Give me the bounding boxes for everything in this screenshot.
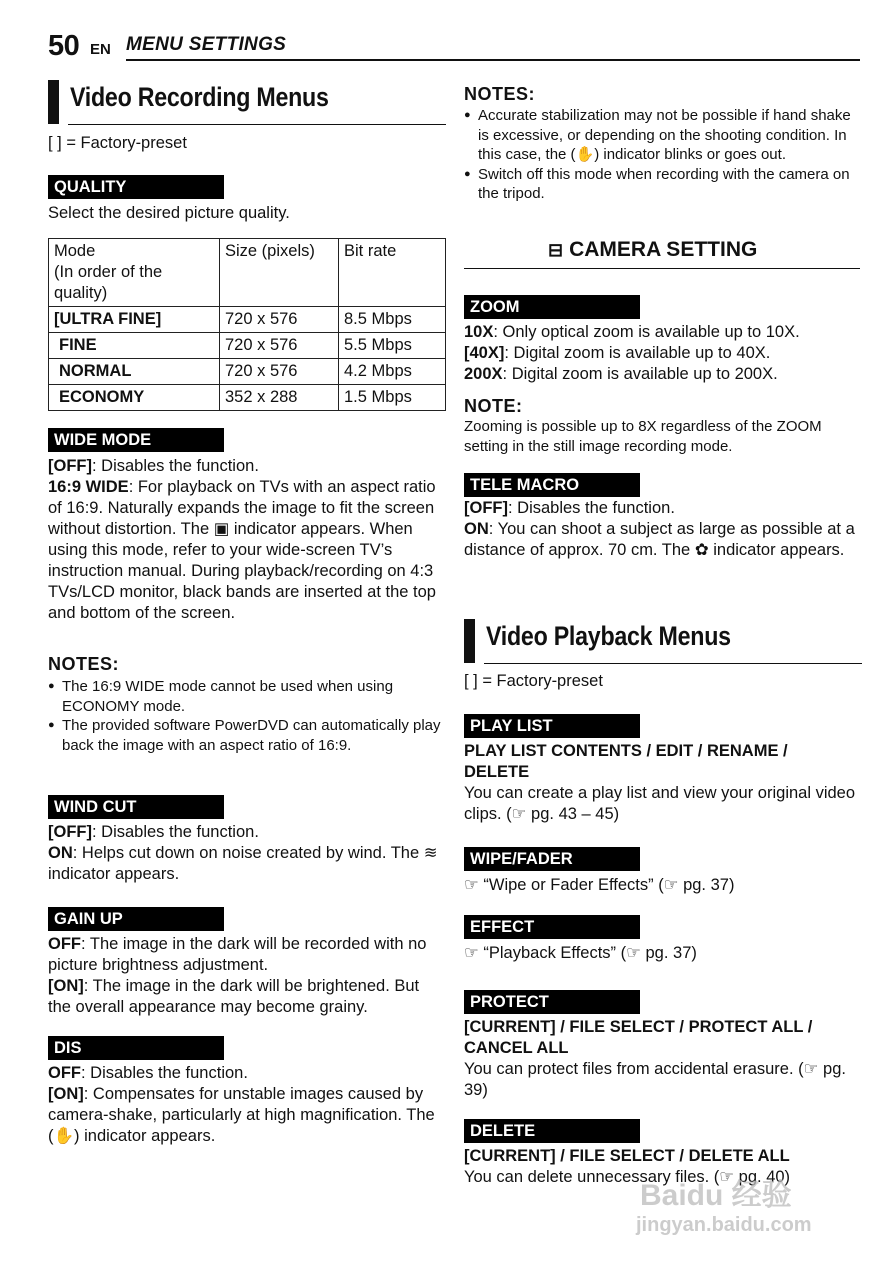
zoom-label: ZOOM [464,295,640,319]
col-mode: Mode (In order of the quality) [49,239,220,307]
mode-cell: ECONOMY [49,385,220,411]
table-row [49,359,446,385]
heading-bar [48,80,59,124]
wide-notes-list [48,677,446,755]
wide-mode-text [48,456,446,624]
page-number: 50 [48,30,80,62]
mode-cell: [ULTRA FINE] [49,307,220,333]
quality-table [48,238,446,411]
delete-sub: [CURRENT] / FILE SELECT / DELETE ALL [464,1147,790,1165]
dis-notes-list [464,106,860,204]
language-code: EN [90,41,111,58]
table-row [49,333,446,359]
zoom-key: 200X [464,365,503,383]
list-item: ● The provided software PowerDVD can automatically play back the image with an aspect ratio of 16:9. [48,716,446,755]
wide-169-text: : For playback on TVs with an aspect ratio of 16:9. Naturally expands the image to fit the screen without distortion. The ▣ indicator appears. When using this mode, refer to your wide-screen TV’s instruction manual. During playback/recording on 4:3 TVs/LCD monitor, black bands are inserted at the top and bottom of the screen. [48,478,436,622]
mode-cell: FINE [49,333,220,359]
wind-cut-label: WIND CUT [48,795,224,819]
wind-on-key: ON [48,844,73,862]
play-list-sub: PLAY LIST CONTENTS / EDIT / RENAME / DELETE [464,742,788,781]
gain-off-text: : The image in the dark will be recorded with no picture brightness adjustment. [48,935,427,974]
wind-on-text: : Helps cut down on noise created by wind. The ≋ indicator appears. [48,844,438,883]
gain-up-label: GAIN UP [48,907,224,931]
gain-on-key: [ON] [48,977,84,995]
protect-sub: [CURRENT] / FILE SELECT / PROTECT ALL / CANCEL ALL [464,1018,813,1057]
header-rule [126,59,860,61]
section-title: MENU SETTINGS [126,34,287,55]
wide-mode-label: WIDE MODE [48,428,224,452]
dis-off-key: OFF [48,1064,81,1082]
wide-off-text: : Disables the function. [91,457,259,475]
list-item: ● The 16:9 WIDE mode cannot be used when using ECONOMY mode. [48,677,446,716]
delete-text: You can delete unnecessary files. (☞ pg. 40) [464,1168,791,1186]
dis-on-text: : Compensates for unstable images caused by camera-shake, particularly at high magnification. The (✋) indicator appears. [48,1085,435,1145]
rate-cell: 5.5 Mbps [339,333,446,359]
size-cell: 720 x 576 [220,307,339,333]
rate-cell: 4.2 Mbps [339,359,446,385]
dis-on-key: [ON] [48,1085,84,1103]
heading-bar [464,619,475,663]
dis-label: DIS [48,1036,224,1060]
col-rate: Bit rate [339,239,446,307]
quality-label: QUALITY [48,175,224,199]
playback-factory-note: [ ] = Factory-preset [464,672,603,690]
list-item: ● Accurate stabilization may not be possible if hand shake is excessive, or depending on the shooting condition. In this case, the (✋) indicator blinks or goes out. [464,106,860,165]
wide-notes-heading: NOTES: [48,654,120,674]
quality-desc: Select the desired picture quality. [48,204,290,222]
protect-label: PROTECT [464,990,640,1014]
size-cell: 720 x 576 [220,333,339,359]
play-list-text: You can create a play list and view your original video clips. (☞ pg. 43 – 45) [464,784,856,823]
zoom-note-text: Zooming is possible up to 8X regardless of the ZOOM setting in the still image recording mode. [464,418,822,455]
watermark-brand: Baidu 经验 [640,1179,792,1212]
watermark-url: jingyan.baidu.com [636,1214,812,1236]
tele-off-key: [OFF] [464,499,508,517]
tele-macro-text [464,498,860,561]
table-header-row [49,239,446,307]
camera-icon: ⊟ [548,240,564,260]
heading-text: Video Playback Menus [486,621,731,651]
table-row [49,385,446,411]
zoom-key: 10X [464,323,494,341]
zoom-note-heading: NOTE: [464,396,523,416]
protect-text: You can protect files from accidental erasure. (☞ pg. 39) [464,1060,846,1099]
table-row [49,307,446,333]
gain-on-text: : The image in the dark will be brightened. But the overall appearance may become grainy. [48,977,420,1016]
wipe-fader-text: ☞ “Wipe or Fader Effects” (☞ pg. 37) [464,876,735,894]
camera-setting-text: CAMERA SETTING [569,238,758,261]
factory-preset-note: [ ] = Factory-preset [48,134,187,152]
heading-rule [484,663,862,664]
dis-notes-heading: NOTES: [464,84,536,104]
zoom-line-text: : Digital zoom is available up to 200X. [502,365,778,383]
zoom-text [464,322,860,385]
wind-off-text: : Disables the function. [91,823,259,841]
size-cell: 720 x 576 [220,359,339,385]
effect-text: ☞ “Playback Effects” (☞ pg. 37) [464,944,697,962]
tele-off-text: : Disables the function. [507,499,675,517]
heading-text: Video Recording Menus [70,82,329,112]
wide-off-key: [OFF] [48,457,92,475]
gain-off-key: OFF [48,935,81,953]
delete-label: DELETE [464,1119,640,1143]
gain-up-text [48,934,446,1018]
mode-cell: NORMAL [49,359,220,385]
heading-rule [68,124,446,125]
list-item: ● Switch off this mode when recording with the camera on the tripod. [464,165,860,204]
effect-label: EFFECT [464,915,640,939]
zoom-line-text: : Only optical zoom is available up to 10X. [493,323,800,341]
rate-cell: 8.5 Mbps [339,307,446,333]
wide-169-key: 16:9 WIDE [48,478,129,496]
tele-on-text: : You can shoot a subject as large as possible at a distance of approx. 70 cm. The ✿ indicator appears. [464,520,855,559]
camera-setting-heading [548,238,757,262]
zoom-key: [40X] [464,344,505,362]
wind-cut-text [48,822,446,885]
rate-cell: 1.5 Mbps [339,385,446,411]
wind-off-key: [OFF] [48,823,92,841]
camera-setting-rule [464,268,860,269]
play-list-label: PLAY LIST [464,714,640,738]
dis-text [48,1063,446,1147]
tele-on-key: ON [464,520,489,538]
tele-macro-label: TELE MACRO [464,473,640,497]
col-size: Size (pixels) [220,239,339,307]
dis-off-text: : Disables the function. [81,1064,248,1082]
zoom-line-text: : Digital zoom is available up to 40X. [504,344,771,362]
wipe-fader-label: WIPE/FADER [464,847,640,871]
size-cell: 352 x 288 [220,385,339,411]
